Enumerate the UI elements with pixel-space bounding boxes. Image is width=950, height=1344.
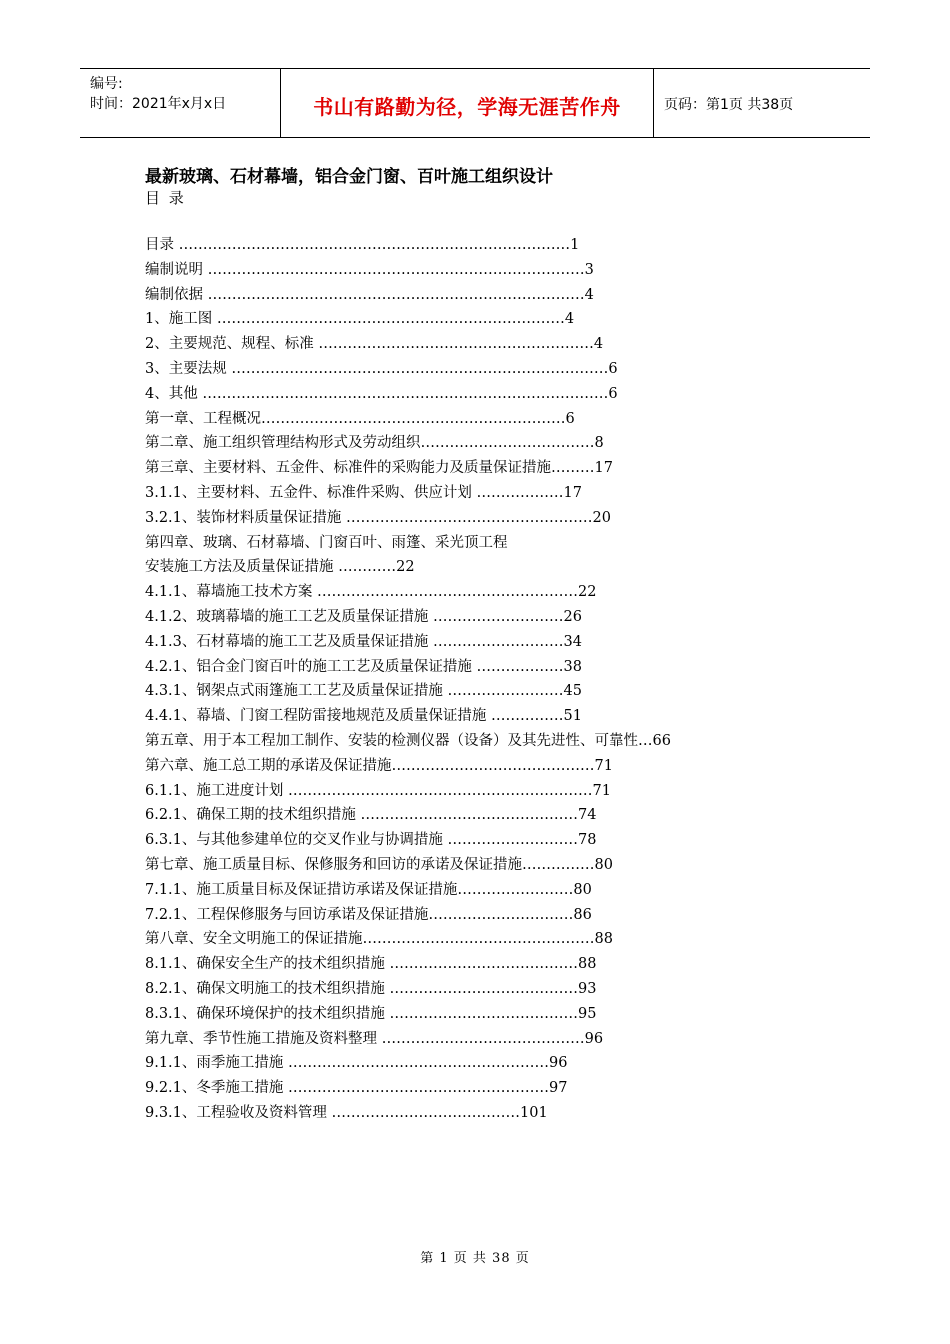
toc-entry-text: 4.3.1、钢架点式雨篷施工工艺及质量保证措施 ……………………45 (145, 683, 582, 700)
toc-entry[interactable] (145, 805, 845, 830)
toc-entry-text: 第一章、工程概况………………………………………………………6 (145, 410, 575, 427)
toc-entry[interactable] (145, 508, 845, 533)
page-footer: 第 1 页 共 38 页 (420, 1251, 530, 1266)
toc-entry[interactable] (145, 929, 845, 954)
toc-entry-text: 3、主要法规 ……………………………………………………………………6 (145, 360, 618, 377)
toc-entry-text: 4.4.1、幕墙、门窗工程防雷接地规范及质量保证措施 ……………51 (145, 708, 582, 725)
document-title: 最新玻璃、石材幕墙，铝合金门窗、百叶施工组织设计 (145, 167, 553, 187)
toc-entry-text: 4.1.3、石材幕墙的施工工艺及质量保证措施 ………………………34 (145, 633, 582, 650)
toc-entry[interactable] (145, 260, 845, 285)
toc-entry[interactable] (145, 731, 845, 756)
header-motto: 书山有路勤为径，学海无涯苦作舟 (313, 95, 621, 119)
toc-entry[interactable] (145, 607, 845, 632)
header-info-cell (80, 69, 281, 137)
toc-entry[interactable] (145, 1053, 845, 1078)
toc-entry[interactable] (145, 781, 845, 806)
toc-entry-text: 第三章、主要材料、五金件、标准件的采购能力及质量保证措施………17 (145, 460, 613, 477)
toc-entry-text: 编制说明 ……………………………………………………………………3 (145, 261, 594, 278)
toc-entry-text: 第九章、季节性施工措施及资料整理 ……………………………………96 (145, 1030, 604, 1047)
table-of-contents (145, 235, 845, 1128)
toc-entry[interactable] (145, 954, 845, 979)
toc-entry[interactable] (145, 657, 845, 682)
toc-entry-text: 3.1.1、主要材料、五金件、标准件采购、供应计划 ………………17 (145, 484, 582, 501)
toc-entry[interactable] (145, 384, 845, 409)
toc-entry[interactable] (145, 681, 845, 706)
toc-entry[interactable] (145, 632, 845, 657)
toc-entry[interactable] (145, 533, 845, 558)
toc-entry-text: 目录 ………………………………………………………………………1 (145, 237, 580, 253)
toc-entry-text: 第五章、用于本工程加工制作、安装的检测仪器（设备）及其先进性、可靠性…66 (145, 732, 671, 749)
toc-entry[interactable] (145, 1078, 845, 1103)
toc-entry-text: 8.3.1、确保环境保护的技术组织措施 …………………………………95 (145, 1005, 597, 1022)
toc-entry[interactable] (145, 1103, 845, 1128)
toc-entry[interactable] (145, 235, 845, 260)
header-motto-cell (281, 69, 654, 137)
toc-entry-text: 9.1.1、雨季施工措施 ………………………………………………96 (145, 1055, 568, 1072)
toc-entry-text: 4.2.1、铝合金门窗百叶的施工工艺及质量保证措施 ………………38 (145, 658, 582, 675)
header-page-cell (654, 69, 870, 137)
toc-entry[interactable] (145, 409, 845, 434)
toc-entry-text: 2、主要规范、规程、标准 …………………………………………………4 (145, 336, 604, 353)
document-number-label: 编号: (90, 76, 123, 92)
toc-entry-text: 第二章、施工组织管理结构形式及劳动组织………………………………8 (145, 435, 604, 452)
toc-entry-text: 第七章、施工质量目标、保修服务和回访的承诺及保证措施……………80 (145, 856, 613, 873)
toc-entry-text: 安装施工方法及质量保证措施 …………22 (145, 559, 415, 576)
document-time-label: 时间：2021年x月x日 (90, 96, 227, 112)
toc-entry[interactable] (145, 830, 845, 855)
toc-entry-text: 8.1.1、确保安全生产的技术组织措施 …………………………………88 (145, 956, 597, 973)
toc-entry[interactable] (145, 359, 845, 384)
toc-entry[interactable] (145, 706, 845, 731)
toc-entry[interactable] (145, 855, 845, 880)
toc-entry[interactable] (145, 979, 845, 1004)
toc-entry[interactable] (145, 880, 845, 905)
toc-entry-text: 4、其他 …………………………………………………………………………6 (145, 385, 618, 402)
toc-heading: 目 录 (145, 189, 186, 207)
toc-entry-text: 4.1.1、幕墙施工技术方案 ………………………………………………22 (145, 584, 597, 601)
toc-entry[interactable] (145, 557, 845, 582)
toc-entry[interactable] (145, 334, 845, 359)
toc-entry-text: 第六章、施工总工期的承诺及保证措施……………………………………71 (145, 757, 613, 774)
toc-entry[interactable] (145, 458, 845, 483)
toc-entry-text: 编制依据 ……………………………………………………………………4 (145, 286, 594, 303)
toc-entry-text: 6.1.1、施工进度计划 ………………………………………………………71 (145, 782, 611, 799)
toc-entry[interactable] (145, 285, 845, 310)
toc-entry-text: 7.2.1、工程保修服务与回访承诺及保证措施…………………………86 (145, 906, 592, 923)
toc-entry[interactable] (145, 433, 845, 458)
toc-entry-text: 第八章、安全文明施工的保证措施…………………………………………88 (145, 931, 613, 948)
toc-entry[interactable] (145, 483, 845, 508)
toc-entry[interactable] (145, 905, 845, 930)
toc-entry[interactable] (145, 1004, 845, 1029)
toc-entry-text: 9.3.1、工程验收及资料管理 …………………………………101 (145, 1104, 548, 1121)
toc-entry-text: 6.2.1、确保工期的技术组织措施 ………………………………………74 (145, 807, 597, 824)
toc-entry-text: 1、施工图 ………………………………………………………………4 (145, 311, 575, 328)
toc-entry-text: 7.1.1、施工质量目标及保证措访承诺及保证措施……………………80 (145, 881, 592, 898)
toc-entry[interactable] (145, 756, 845, 781)
toc-entry-text: 9.2.1、冬季施工措施 ………………………………………………97 (145, 1080, 568, 1097)
toc-entry-text: 4.1.2、玻璃幕墙的施工工艺及质量保证措施 ………………………26 (145, 608, 582, 625)
toc-entry[interactable] (145, 1029, 845, 1054)
page-header (80, 68, 870, 138)
toc-entry-text: 3.2.1、装饰材料质量保证措施 ……………………………………………20 (145, 509, 611, 526)
toc-entry-text: 8.2.1、确保文明施工的技术组织措施 …………………………………93 (145, 980, 597, 997)
toc-entry-text: 6.3.1、与其他参建单位的交叉作业与协调措施 ………………………78 (145, 832, 597, 849)
header-page-info: 页码：第1页 共38页 (664, 97, 794, 113)
toc-entry[interactable] (145, 309, 845, 334)
toc-entry-text: 第四章、玻璃、石材幕墙、门窗百叶、雨篷、采光顶工程 (145, 534, 508, 551)
toc-entry[interactable] (145, 582, 845, 607)
